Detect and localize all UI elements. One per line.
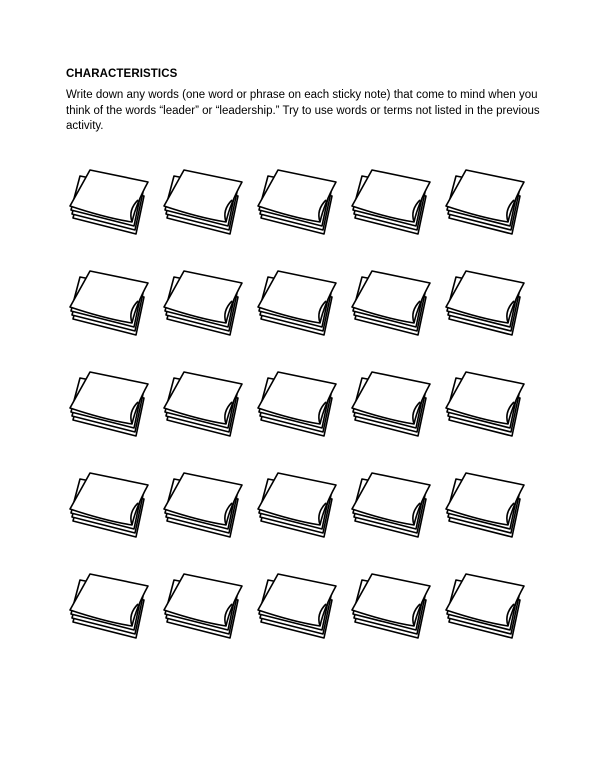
section-heading: CHARACTERISTICS bbox=[66, 68, 178, 80]
sticky-note-stack-icon bbox=[160, 261, 250, 351]
sticky-note-stack-icon bbox=[66, 463, 156, 553]
sticky-note-stack-icon bbox=[442, 261, 532, 351]
sticky-note-stack-icon bbox=[348, 362, 438, 452]
sticky-note-stack-icon bbox=[254, 362, 344, 452]
sticky-note-stack-icon bbox=[442, 362, 532, 452]
sticky-note-stack-icon bbox=[348, 160, 438, 250]
instructions-text: Write down any words (one word or phrase on each sticky note) that come to mind when you think of the words “leader” or “leadership.” Try to use words or terms not listed in the previous activity. bbox=[66, 89, 540, 132]
sticky-note-stack-icon bbox=[254, 160, 344, 250]
sticky-note-stack-icon bbox=[66, 160, 156, 250]
sticky-note-stack-icon bbox=[160, 564, 250, 654]
sticky-note-stack-icon bbox=[348, 261, 438, 351]
sticky-note-stack-icon bbox=[442, 160, 532, 250]
sticky-note-stack-icon bbox=[442, 463, 532, 553]
sticky-note-grid bbox=[66, 160, 546, 660]
sticky-note-stack-icon bbox=[348, 564, 438, 654]
sticky-note-stack-icon bbox=[348, 463, 438, 553]
sticky-note-stack-icon bbox=[66, 564, 156, 654]
sticky-note-stack-icon bbox=[66, 261, 156, 351]
sticky-note-stack-icon bbox=[66, 362, 156, 452]
sticky-note-stack-icon bbox=[254, 261, 344, 351]
sticky-note-stack-icon bbox=[160, 160, 250, 250]
sticky-note-stack-icon bbox=[254, 564, 344, 654]
sticky-note-stack-icon bbox=[160, 463, 250, 553]
sticky-note-stack-icon bbox=[254, 463, 344, 553]
sticky-note-stack-icon bbox=[442, 564, 532, 654]
sticky-note-stack-icon bbox=[160, 362, 250, 452]
